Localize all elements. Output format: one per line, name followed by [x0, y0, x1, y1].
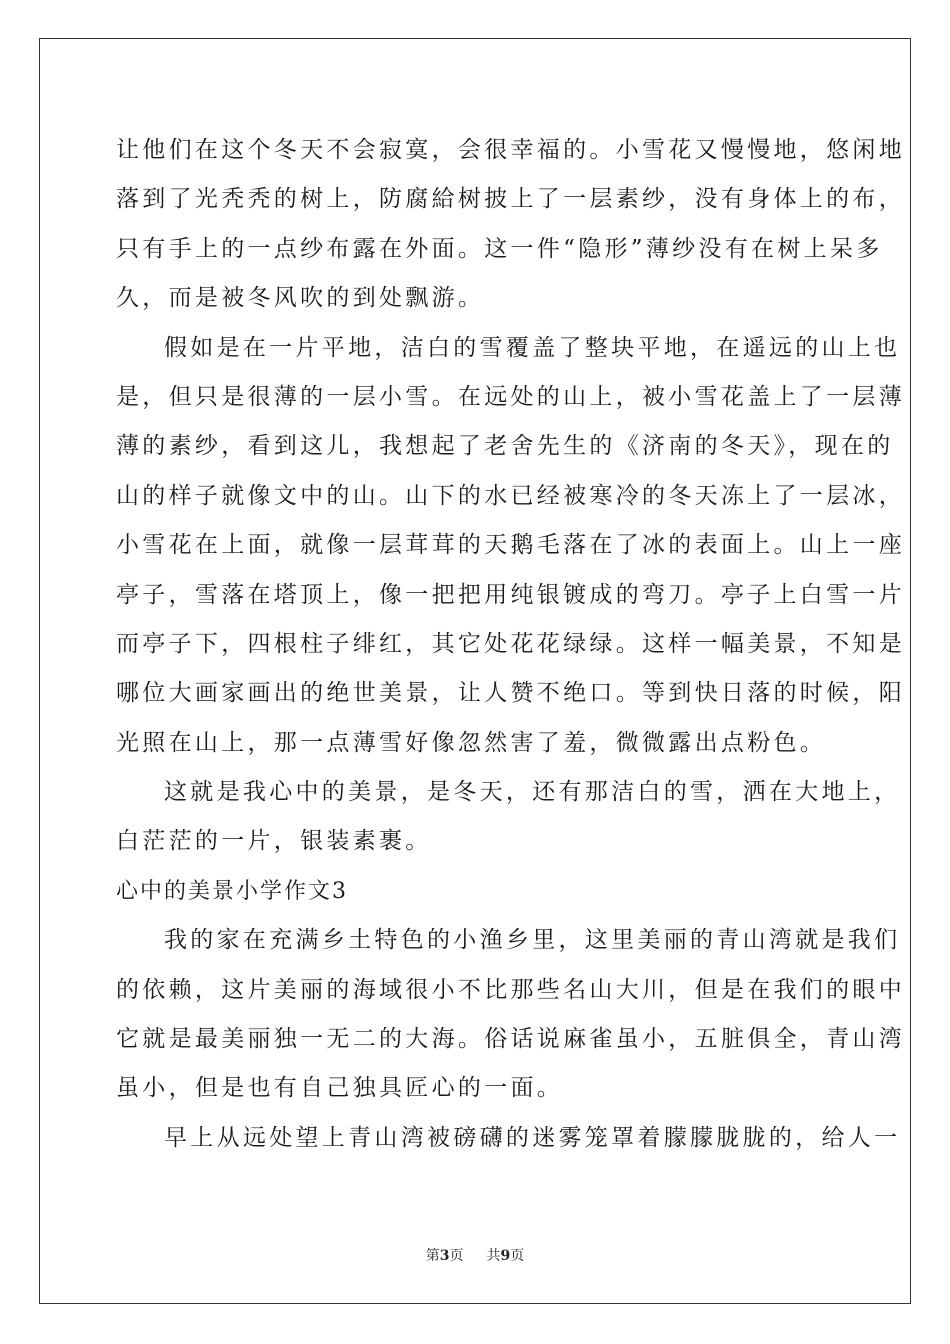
text-line: 小雪花在上面，就像一层茸茸的天鹅毛落在了冰的表面上。山上一座	[116, 532, 905, 559]
text-line: 只有手上的一点纱布露在外面。这一件“隐形”薄纱没有在树上呆多	[116, 235, 883, 262]
total-pages-indicator	[486, 1245, 524, 1265]
section-heading: 心中的美景小学作文3	[116, 878, 348, 904]
document-body	[116, 126, 905, 1163]
page-number: 3	[439, 1248, 450, 1264]
text-line: 白茫茫的一片，银装素裹。	[116, 828, 432, 855]
text-line: 这就是我心中的美景，是冬天，还有那洁白的雪，洒在大地上，	[164, 779, 901, 806]
text-line: 让他们在这个冬天不会寂寞，会很幸福的。小雪花又慢慢地，悠闲地	[116, 137, 905, 163]
page-indicator	[426, 1245, 464, 1265]
text-line: 它就是最美丽独一无二的大海。俗话说麻雀虽小，五脏俱全，青山湾	[116, 1026, 905, 1053]
text-line: 山的样子就像文中的山。山下的水已经被寒冷的冬天冻上了一层冰，	[116, 482, 905, 509]
text-line: 薄的素纱，看到这儿，我想起了老舍先生的《济南的冬天》，现在的	[116, 433, 894, 460]
text-line: 亭子，雪落在塔顶上，像一把把用纯银镀成的弯刀。亭子上白雪一片	[116, 581, 905, 608]
text-line: 我的家在充满乡土特色的小渔乡里，这里美丽的青山湾就是我们	[164, 927, 901, 954]
text-line: 而亭子下，四根柱子绯红，其它处花花绿绿。这样一幅美景，不知是	[116, 630, 905, 657]
total-pages: 9	[500, 1248, 511, 1264]
text-line: 久，而是被冬风吹的到处飘游。	[116, 285, 485, 312]
page-suffix: 页	[449, 1248, 464, 1264]
text-line: 假如是在一片平地，洁白的雪覆盖了整块平地，在遥远的山上也	[164, 334, 901, 361]
text-line: 光照在山上，那一点薄雪好像忽然害了羞，微微露出点粉色。	[116, 729, 827, 756]
total-prefix: 共	[486, 1248, 501, 1264]
text-line: 虽小，但是也有自己独具匠心的一面。	[116, 1075, 564, 1102]
text-line: 早上从远处望上青山湾被磅礴的迷雾笼罩着朦朦胧胧的，给人一	[164, 1124, 901, 1151]
page-footer	[0, 1245, 950, 1265]
text-line: 哪位大画家画出的绝世美景，让人赞不绝口。等到快日落的时候，阳	[116, 680, 905, 707]
total-suffix: 页	[510, 1248, 525, 1264]
page-prefix: 第	[425, 1248, 440, 1264]
text-line: 的依赖，这片美丽的海域很小不比那些名山大川，但是在我们的眼中	[116, 976, 905, 1003]
text-line: 落到了光秃秃的树上，防腐給树披上了一层素纱，没有身体上的布，	[116, 186, 905, 213]
text-line: 是，但只是很薄的一层小雪。在远处的山上，被小雪花盖上了一层薄	[116, 383, 905, 410]
